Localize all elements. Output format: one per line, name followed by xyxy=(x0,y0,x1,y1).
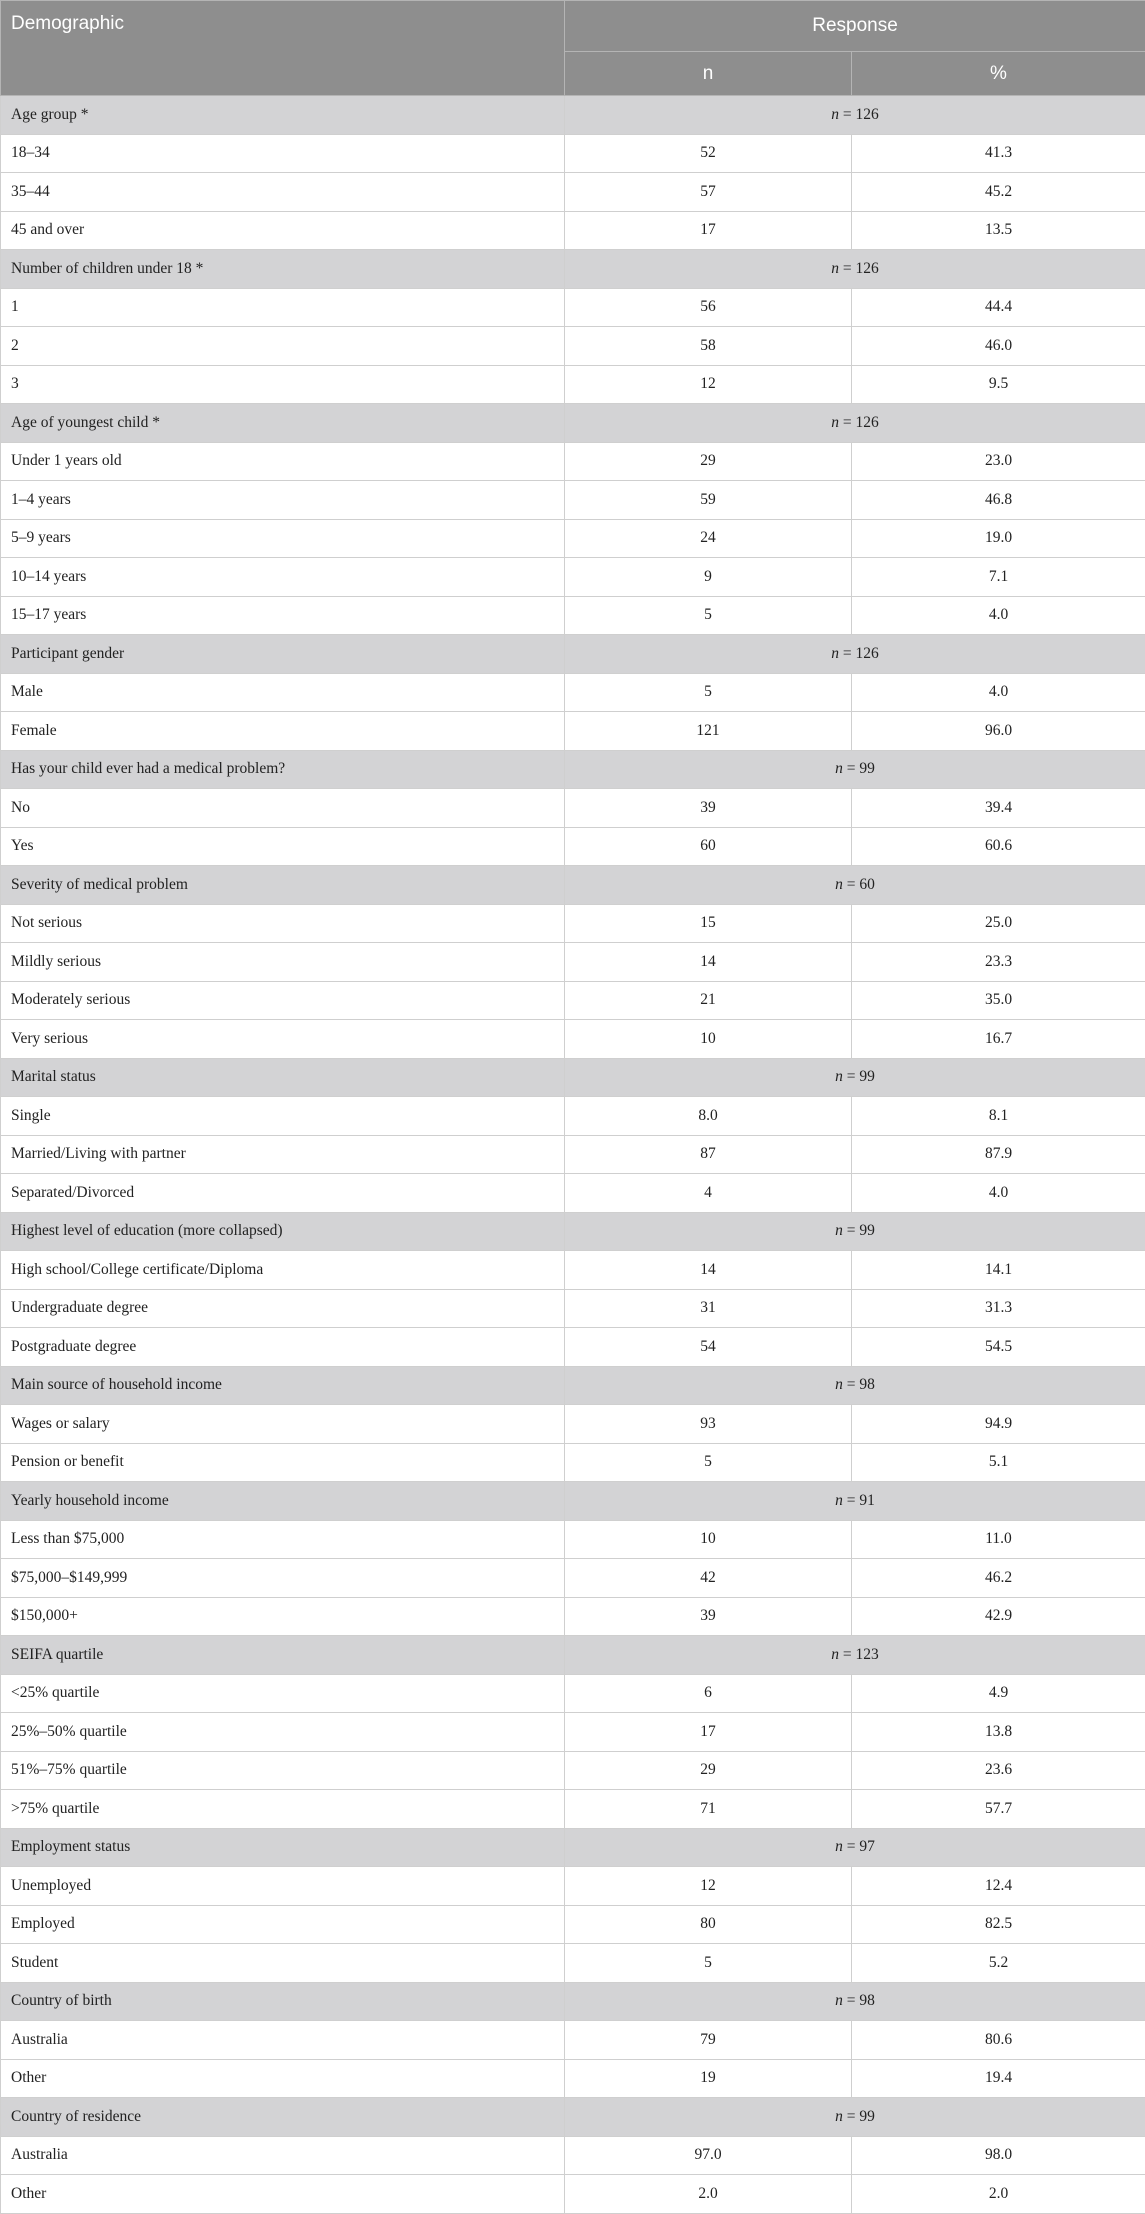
table-row xyxy=(1,827,1145,866)
header-demographic: Demographic xyxy=(1,1,565,96)
row-label: Unemployed xyxy=(1,1867,565,1906)
row-percent: 39.4 xyxy=(852,789,1145,828)
sample-size-value: = 126 xyxy=(842,259,879,277)
section-header-row xyxy=(1,1058,1145,1097)
section-label: Main source of household income xyxy=(1,1366,565,1405)
row-count: 93 xyxy=(565,1405,852,1444)
row-count: 10 xyxy=(565,1520,852,1559)
section-sample-size xyxy=(565,2098,1145,2137)
sample-size-value: = 99 xyxy=(846,2107,875,2125)
row-count: 79 xyxy=(565,2021,852,2060)
table-row xyxy=(1,327,1145,366)
row-percent: 5.2 xyxy=(852,1944,1145,1983)
section-label: Participant gender xyxy=(1,635,565,674)
row-label: 35–44 xyxy=(1,173,565,212)
row-label: Wages or salary xyxy=(1,1405,565,1444)
row-count: 80 xyxy=(565,1905,852,1944)
row-count: 12 xyxy=(565,1867,852,1906)
section-header-row xyxy=(1,1212,1145,1251)
row-count: 71 xyxy=(565,1790,852,1829)
row-label: Other xyxy=(1,2059,565,2098)
table-row xyxy=(1,1328,1145,1367)
row-percent: 31.3 xyxy=(852,1289,1145,1328)
row-percent: 96.0 xyxy=(852,712,1145,751)
row-percent: 94.9 xyxy=(852,1405,1145,1444)
section-sample-size xyxy=(565,866,1145,905)
row-percent: 7.1 xyxy=(852,558,1145,597)
sample-size-symbol: n xyxy=(835,1068,843,1086)
row-count: 21 xyxy=(565,981,852,1020)
sample-size-value: = 97 xyxy=(846,1838,875,1856)
row-label: Postgraduate degree xyxy=(1,1328,565,1367)
row-percent: 80.6 xyxy=(852,2021,1145,2060)
sample-size-value: = 126 xyxy=(842,644,879,662)
row-count: 5 xyxy=(565,1443,852,1482)
row-count: 2.0 xyxy=(565,2175,852,2214)
row-count: 14 xyxy=(565,1251,852,1290)
section-label: Highest level of education (more collapsed) xyxy=(1,1212,565,1251)
row-percent: 25.0 xyxy=(852,904,1145,943)
row-count: 39 xyxy=(565,789,852,828)
row-percent: 12.4 xyxy=(852,1867,1145,1906)
row-percent: 19.0 xyxy=(852,519,1145,558)
table-row xyxy=(1,712,1145,751)
row-percent: 87.9 xyxy=(852,1135,1145,1174)
row-label: Single xyxy=(1,1097,565,1136)
row-label: No xyxy=(1,789,565,828)
section-header-row xyxy=(1,2098,1145,2137)
section-sample-size xyxy=(565,1366,1145,1405)
section-header-row xyxy=(1,1828,1145,1867)
row-label: 5–9 years xyxy=(1,519,565,558)
table-row xyxy=(1,2175,1145,2214)
row-label: Other xyxy=(1,2175,565,2214)
row-percent: 98.0 xyxy=(852,2136,1145,2175)
row-percent: 4.0 xyxy=(852,673,1145,712)
row-count: 60 xyxy=(565,827,852,866)
row-label: 10–14 years xyxy=(1,558,565,597)
table-row xyxy=(1,365,1145,404)
sample-size-symbol: n xyxy=(835,760,843,778)
table-row xyxy=(1,1713,1145,1752)
row-count: 8.0 xyxy=(565,1097,852,1136)
table-row xyxy=(1,1674,1145,1713)
section-label: Has your child ever had a medical problem? xyxy=(1,750,565,789)
row-label: >75% quartile xyxy=(1,1790,565,1829)
section-sample-size xyxy=(565,1482,1145,1521)
section-sample-size xyxy=(565,750,1145,789)
section-label: Number of children under 18 * xyxy=(1,250,565,289)
table-row xyxy=(1,1289,1145,1328)
section-sample-size xyxy=(565,1828,1145,1867)
section-header-row xyxy=(1,96,1145,135)
sample-size-symbol: n xyxy=(835,1222,843,1240)
row-label: Student xyxy=(1,1944,565,1983)
row-label: 2 xyxy=(1,327,565,366)
row-count: 58 xyxy=(565,327,852,366)
row-count: 5 xyxy=(565,673,852,712)
row-percent: 8.1 xyxy=(852,1097,1145,1136)
section-label: Country of residence xyxy=(1,2098,565,2137)
row-percent: 45.2 xyxy=(852,173,1145,212)
row-label: Married/Living with partner xyxy=(1,1135,565,1174)
row-label: Employed xyxy=(1,1905,565,1944)
row-count: 59 xyxy=(565,481,852,520)
section-label: Country of birth xyxy=(1,1982,565,2021)
row-label: 25%–50% quartile xyxy=(1,1713,565,1752)
section-header-row xyxy=(1,1366,1145,1405)
section-sample-size xyxy=(565,1212,1145,1251)
sample-size-symbol: n xyxy=(835,1376,843,1394)
row-label: 1–4 years xyxy=(1,481,565,520)
sample-size-symbol: n xyxy=(831,413,839,431)
section-header-row xyxy=(1,1636,1145,1675)
row-percent: 14.1 xyxy=(852,1251,1145,1290)
table-row xyxy=(1,1597,1145,1636)
row-label: Male xyxy=(1,673,565,712)
row-label: Female xyxy=(1,712,565,751)
section-sample-size xyxy=(565,250,1145,289)
row-percent: 82.5 xyxy=(852,1905,1145,1944)
table-row xyxy=(1,1905,1145,1944)
section-sample-size xyxy=(565,1982,1145,2021)
row-percent: 11.0 xyxy=(852,1520,1145,1559)
row-count: 87 xyxy=(565,1135,852,1174)
table-header xyxy=(1,1,1145,96)
row-label: 45 and over xyxy=(1,211,565,250)
table-row xyxy=(1,1559,1145,1598)
section-sample-size xyxy=(565,1058,1145,1097)
row-label: 51%–75% quartile xyxy=(1,1751,565,1790)
row-count: 29 xyxy=(565,442,852,481)
table-row xyxy=(1,2136,1145,2175)
sample-size-symbol: n xyxy=(835,1992,843,2010)
sample-size-value: = 99 xyxy=(846,760,875,778)
sample-size-symbol: n xyxy=(835,1491,843,1509)
row-count: 24 xyxy=(565,519,852,558)
table-row xyxy=(1,1944,1145,1983)
row-count: 39 xyxy=(565,1597,852,1636)
sample-size-value: = 99 xyxy=(846,1068,875,1086)
row-count: 10 xyxy=(565,1020,852,1059)
table-row xyxy=(1,1405,1145,1444)
row-percent: 19.4 xyxy=(852,2059,1145,2098)
row-count: 56 xyxy=(565,288,852,327)
row-percent: 13.8 xyxy=(852,1713,1145,1752)
section-header-row xyxy=(1,250,1145,289)
section-label: Severity of medical problem xyxy=(1,866,565,905)
row-percent: 4.0 xyxy=(852,1174,1145,1213)
section-header-row xyxy=(1,404,1145,443)
row-label: Pension or benefit xyxy=(1,1443,565,1482)
table-row xyxy=(1,1135,1145,1174)
row-percent: 60.6 xyxy=(852,827,1145,866)
row-percent: 54.5 xyxy=(852,1328,1145,1367)
row-count: 42 xyxy=(565,1559,852,1598)
row-percent: 13.5 xyxy=(852,211,1145,250)
sample-size-symbol: n xyxy=(831,1645,839,1663)
row-count: 17 xyxy=(565,211,852,250)
row-percent: 41.3 xyxy=(852,134,1145,173)
row-count: 54 xyxy=(565,1328,852,1367)
section-sample-size xyxy=(565,404,1145,443)
row-label: High school/College certificate/Diploma xyxy=(1,1251,565,1290)
section-header-row xyxy=(1,866,1145,905)
row-label: Very serious xyxy=(1,1020,565,1059)
row-percent: 16.7 xyxy=(852,1020,1145,1059)
row-label: Not serious xyxy=(1,904,565,943)
sample-size-symbol: n xyxy=(835,2107,843,2125)
row-percent: 46.8 xyxy=(852,481,1145,520)
row-count: 5 xyxy=(565,1944,852,1983)
table-row xyxy=(1,481,1145,520)
table-row xyxy=(1,1174,1145,1213)
row-percent: 23.0 xyxy=(852,442,1145,481)
row-label: 18–34 xyxy=(1,134,565,173)
row-count: 121 xyxy=(565,712,852,751)
row-percent: 9.5 xyxy=(852,365,1145,404)
table-row xyxy=(1,288,1145,327)
row-label: <25% quartile xyxy=(1,1674,565,1713)
table-row xyxy=(1,2021,1145,2060)
section-label: Yearly household income xyxy=(1,1482,565,1521)
row-percent: 46.0 xyxy=(852,327,1145,366)
row-count: 4 xyxy=(565,1174,852,1213)
row-count: 19 xyxy=(565,2059,852,2098)
row-percent: 57.7 xyxy=(852,1790,1145,1829)
header-response: Response xyxy=(565,1,1145,52)
section-sample-size xyxy=(565,635,1145,674)
row-count: 97.0 xyxy=(565,2136,852,2175)
row-count: 9 xyxy=(565,558,852,597)
row-percent: 4.0 xyxy=(852,596,1145,635)
table-body xyxy=(1,96,1145,2214)
row-label: 1 xyxy=(1,288,565,327)
sample-size-value: = 126 xyxy=(842,413,879,431)
row-label: Australia xyxy=(1,2136,565,2175)
section-header-row xyxy=(1,750,1145,789)
sample-size-value: = 60 xyxy=(846,875,875,893)
row-percent: 5.1 xyxy=(852,1443,1145,1482)
row-label: 3 xyxy=(1,365,565,404)
sample-size-symbol: n xyxy=(835,1838,843,1856)
table-row xyxy=(1,173,1145,212)
section-sample-size xyxy=(565,1636,1145,1675)
row-count: 15 xyxy=(565,904,852,943)
row-label: 15–17 years xyxy=(1,596,565,635)
row-count: 31 xyxy=(565,1289,852,1328)
section-header-row xyxy=(1,1482,1145,1521)
table-row xyxy=(1,981,1145,1020)
sample-size-value: = 98 xyxy=(846,1376,875,1394)
sample-size-value: = 123 xyxy=(842,1645,879,1663)
table-row xyxy=(1,519,1145,558)
table-row xyxy=(1,904,1145,943)
table-row xyxy=(1,943,1145,982)
table-row xyxy=(1,1251,1145,1290)
row-count: 6 xyxy=(565,1674,852,1713)
table-row xyxy=(1,1790,1145,1829)
table-row xyxy=(1,558,1145,597)
row-percent: 44.4 xyxy=(852,288,1145,327)
table-row xyxy=(1,1020,1145,1059)
section-header-row xyxy=(1,1982,1145,2021)
table-row xyxy=(1,2059,1145,2098)
table-row xyxy=(1,596,1145,635)
row-label: Separated/Divorced xyxy=(1,1174,565,1213)
row-label: Mildly serious xyxy=(1,943,565,982)
table-row xyxy=(1,442,1145,481)
section-sample-size xyxy=(565,96,1145,135)
row-label: $75,000–$149,999 xyxy=(1,1559,565,1598)
row-percent: 23.6 xyxy=(852,1751,1145,1790)
row-count: 14 xyxy=(565,943,852,982)
row-count: 29 xyxy=(565,1751,852,1790)
table-row xyxy=(1,1443,1145,1482)
row-count: 12 xyxy=(565,365,852,404)
row-count: 57 xyxy=(565,173,852,212)
row-label: Under 1 years old xyxy=(1,442,565,481)
row-percent: 4.9 xyxy=(852,1674,1145,1713)
row-label: $150,000+ xyxy=(1,1597,565,1636)
section-label: Employment status xyxy=(1,1828,565,1867)
sample-size-value: = 126 xyxy=(842,105,879,123)
table-row xyxy=(1,673,1145,712)
sample-size-symbol: n xyxy=(835,875,843,893)
section-label: Age of youngest child * xyxy=(1,404,565,443)
row-count: 17 xyxy=(565,1713,852,1752)
row-label: Australia xyxy=(1,2021,565,2060)
sample-size-symbol: n xyxy=(831,259,839,277)
table-row xyxy=(1,1097,1145,1136)
row-label: Moderately serious xyxy=(1,981,565,1020)
row-label: Undergraduate degree xyxy=(1,1289,565,1328)
sample-size-value: = 91 xyxy=(846,1491,875,1509)
header-n: n xyxy=(565,52,852,96)
sample-size-value: = 98 xyxy=(846,1992,875,2010)
header-percent: % xyxy=(852,52,1145,96)
table-row xyxy=(1,211,1145,250)
table-row xyxy=(1,134,1145,173)
row-label: Yes xyxy=(1,827,565,866)
row-count: 5 xyxy=(565,596,852,635)
sample-size-value: = 99 xyxy=(846,1222,875,1240)
sample-size-symbol: n xyxy=(831,644,839,662)
table-row xyxy=(1,1751,1145,1790)
row-percent: 35.0 xyxy=(852,981,1145,1020)
section-label: Age group * xyxy=(1,96,565,135)
row-count: 52 xyxy=(565,134,852,173)
row-percent: 46.2 xyxy=(852,1559,1145,1598)
table-row xyxy=(1,1520,1145,1559)
section-label: SEIFA quartile xyxy=(1,1636,565,1675)
row-percent: 2.0 xyxy=(852,2175,1145,2214)
row-percent: 42.9 xyxy=(852,1597,1145,1636)
section-header-row xyxy=(1,635,1145,674)
row-label: Less than $75,000 xyxy=(1,1520,565,1559)
section-label: Marital status xyxy=(1,1058,565,1097)
table-row xyxy=(1,789,1145,828)
table-row xyxy=(1,1867,1145,1906)
sample-size-symbol: n xyxy=(831,105,839,123)
row-percent: 23.3 xyxy=(852,943,1145,982)
